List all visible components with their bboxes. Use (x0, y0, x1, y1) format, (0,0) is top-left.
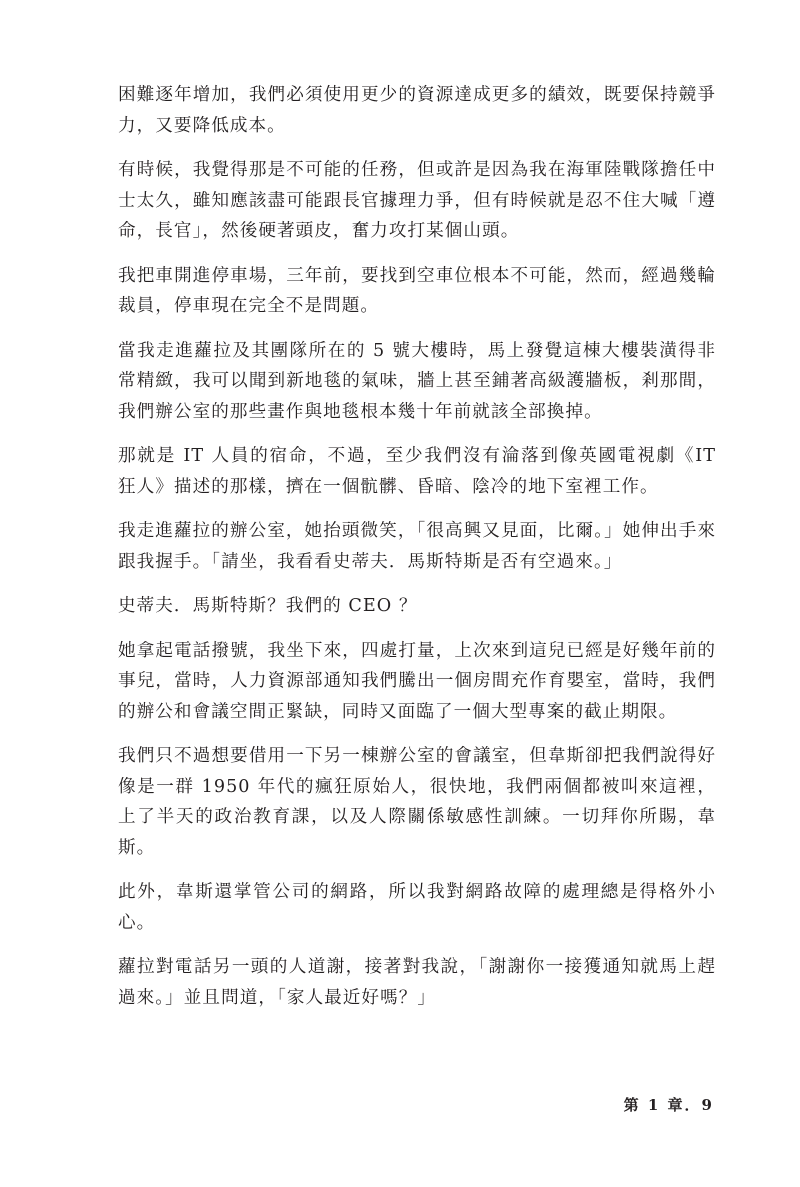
page-footer-chapter-page-number: 第 1 章．9 (623, 1096, 714, 1114)
paragraph-1: 困難逐年增加，我們必須使用更少的資源達成更多的績效，既要保持競爭力，又要降低成本。 (118, 85, 716, 136)
paragraph-7: 史蒂夫．馬斯特斯？我們的 CEO ？ (118, 596, 418, 616)
paragraph-10: 此外，韋斯還掌管公司的網路，所以我對網路故障的處理總是得格外小心。 (118, 882, 716, 933)
paragraph-3: 我把車開進停車場，三年前，要找到空車位根本不可能，然而，經過幾輪裁員，停車現在完全不是問題。 (118, 265, 716, 316)
paragraph-2: 有時候，我覺得那是不可能的任務，但或許是因為我在海軍陸戰隊擔任中士太久，雖知應該盡可能跟長官據理力爭，但有時候就是忍不住大喊「遵命，長官」，然後硬著頭皮，奮力攻打某個山頭。 (118, 160, 716, 241)
page-body (118, 80, 716, 1027)
paragraph-9: 我們只不過想要借用一下另一棟辦公室的會議室，但韋斯卻把我們說得好像是一群 1950 年代的瘋狂原始人，很快地，我們兩個都被叫來這裡，上了半天的政治教育課，以及人際關係敏感性訓練。一切拜你所賜，韋斯。 (118, 746, 716, 858)
paragraph-8: 她拿起電話撥號，我坐下來，四處打量，上次來到這兒已經是好幾年前的事兒，當時，人力資源部通知我們騰出一個房間充作育嬰室，當時，我們的辦公和會議空間正緊缺，同時又面臨了一個大型專案的截止期限。 (118, 640, 716, 722)
paragraph-11: 蘿拉對電話另一頭的人道謝，接著對我說，「謝謝你一接獲通知就馬上趕過來。」並且問道，「家人最近好嗎？」 (118, 957, 716, 1008)
paragraph-4: 當我走進蘿拉及其團隊所在的 5 號大樓時，馬上發覺這棟大樓裝潢得非常精緻，我可以聞到新地毯的氣味，牆上甚至鋪著高級護牆板，剎那間，我們辦公室的那些畫作與地毯根本幾十年前就該全部換掉。 (118, 340, 716, 422)
paragraph-5: 那就是 IT 人員的宿命，不過，至少我們沒有淪落到像英國電視劇《IT 狂人》描述的那樣，擠在一個骯髒、昏暗、陰冷的地下室裡工作。 (118, 446, 716, 497)
paragraph-6: 我走進蘿拉的辦公室，她抬頭微笑，「很高興又見面，比爾。」她伸出手來跟我握手。「請坐，我看看史蒂夫．馬斯特斯是否有空過來。」 (118, 521, 716, 572)
